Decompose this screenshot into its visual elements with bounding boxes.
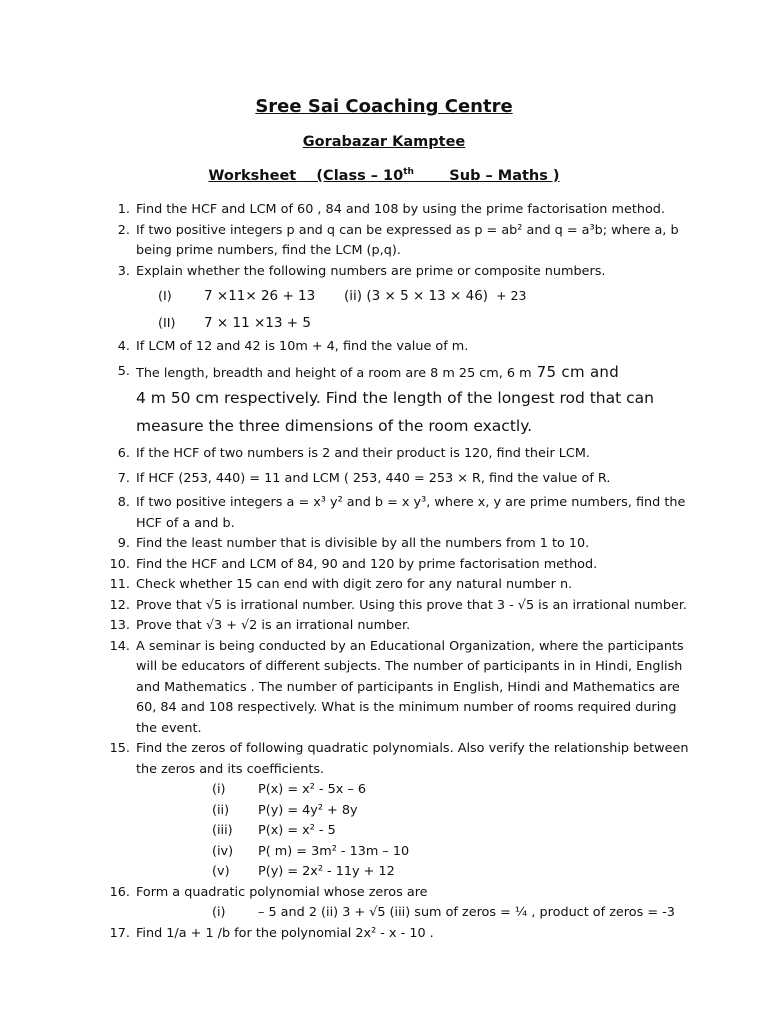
question-text: Prove that √3 + √2 is an irrational number. [136,618,411,633]
question-item [108,596,698,617]
question-text: Explain whether the following numbers are prime or composite numbers. [136,263,606,279]
question-text: If two positive integers a = x³ y² and b = x y³, where x, y are prime numbers, find the HCF of a and b. [136,495,686,531]
question-number: 15. [109,741,130,756]
question-item [108,469,698,490]
sub-item [108,801,698,822]
question-number: 7. [117,470,130,486]
question-text-large: 75 cm and [531,362,620,381]
question-item [108,555,698,576]
sub-item [108,310,698,337]
question-item [108,221,698,262]
question-item [108,739,698,780]
sub-item-text: – 5 and 2 (ii) 3 + √5 (iii) sum of zeros = ¼ , product of zeros = -3 [258,905,675,920]
sub-item-label-2: (ii) (3 × 5 × 13 × 46) [344,288,489,304]
sub-item-text: P(x) = x² - 5 [258,823,336,838]
question-text: Find the HCF and LCM of 84, 90 and 120 by prime factorisation method. [136,556,598,572]
question-continuation: measure the three dimensions of the room exactly. [136,417,533,435]
question-item [108,637,698,740]
question-text: Form a quadratic polynomial whose zeros are [136,884,428,900]
sub-item [108,903,698,924]
question-item [108,575,698,596]
question-number: 17. [109,925,130,941]
question-text: If HCF (253, 440) = 11 and LCM ( 253, 440 = 253 × R, find the value of R. [136,470,611,486]
question-number: 8. [117,495,130,510]
sub-item-label: (II) [158,316,176,331]
question-text: Prove that √5 is irrational number. Using this prove that 3 - √5 is an irrational number. [136,597,687,613]
sub-item-text: P( m) = 3m² - 13m – 10 [258,843,410,859]
question-number: 3. [117,263,130,279]
question-item [108,883,698,904]
question-item [108,362,698,441]
worksheet-label: Worksheet [208,167,297,184]
sub-item-text: 7 ×11× 26 + 13 [204,288,316,304]
sub-item-label: (i) [212,905,226,920]
question-item [108,616,698,637]
sub-item-label: (iii) [212,823,233,838]
question-list [108,200,698,944]
subject-label: Sub – Maths ) [449,167,560,184]
worksheet-heading [0,167,768,184]
question-text: Find the HCF and LCM of 60 , 84 and 108 by using the prime factorisation method. [136,202,665,217]
question-text: Check whether 15 can end with digit zero for any natural number n. [136,577,573,592]
sub-item [108,780,698,801]
class-label: (Class – 10 [316,167,404,184]
question-text: If LCM of 12 and 42 is 10m + 4, find the value of m. [136,339,469,354]
question-text: If two positive integers p and q can be expressed as p = ab² and q = a³b; where a, b being prime numbers, find the LCM (p,q). [136,222,679,258]
question-item [108,337,698,358]
question-number: 5. [117,363,130,379]
question-item [108,924,698,945]
sub-item-text: 7 × 11 ×13 + 5 [204,315,311,331]
question-number: 16. [109,884,130,900]
sub-item [108,821,698,842]
question-item [108,444,698,465]
question-item [108,493,698,534]
question-item [108,534,698,555]
question-number: 4. [117,339,130,354]
page-title: Sree Sai Coaching Centre [255,96,513,117]
question-text: The length, breadth and height of a room are 8 m 25 cm, 6 m [136,365,532,381]
question-number: 11. [109,577,130,592]
question-number: 10. [109,556,130,572]
sub-item-text: P(y) = 2x² - 11y + 12 [258,864,395,879]
class-sup: th [403,167,414,177]
sub-item-label: (iv) [212,843,234,859]
sub-item-label: (v) [212,864,230,879]
question-number: 13. [109,618,130,633]
sub-item-label: (ii) [212,802,230,818]
sub-item-label: (I) [158,289,172,304]
sub-item-text-2: + 23 [496,288,527,303]
question-text: Find the least number that is divisible by all the numbers from 1 to 10. [136,536,590,551]
question-item [108,262,698,283]
question-continuation: 4 m 50 cm respectively. Find the length of the longest rod that can [136,389,654,407]
question-number: 14. [109,638,130,654]
question-number: 1. [117,202,130,217]
sub-item [108,842,698,863]
question-text: Find the zeros of following quadratic polynomials. Also verify the relationship between the zeros and its coefficients. [136,741,689,777]
question-text: Find 1/a + 1 /b for the polynomial 2x² - x - 10 . [136,925,434,941]
question-number: 12. [109,597,130,613]
location-heading: Gorabazar Kamptee [302,134,466,150]
sub-item-text: P(x) = x² - 5x – 6 [258,782,366,797]
sub-item [108,862,698,883]
question-text: A seminar is being conducted by an Educational Organization, where the participants will be educators of different subjects. The number of participants in in Hindi, English and Mathematics . The number of participants in English, Hindi and Mathematics are 60, 84 and 108 respectively. What is the minimum number of rooms required during the event. [136,638,684,736]
sub-item-text: P(y) = 4y² + 8y [258,802,358,818]
question-number: 6. [117,446,130,461]
question-item [108,200,698,221]
sub-item [108,282,698,310]
question-number: 9. [117,536,130,551]
sub-item-label: (i) [212,782,226,797]
question-number: 2. [117,222,130,238]
question-text: If the HCF of two numbers is 2 and their product is 120, find their LCM. [136,446,590,461]
